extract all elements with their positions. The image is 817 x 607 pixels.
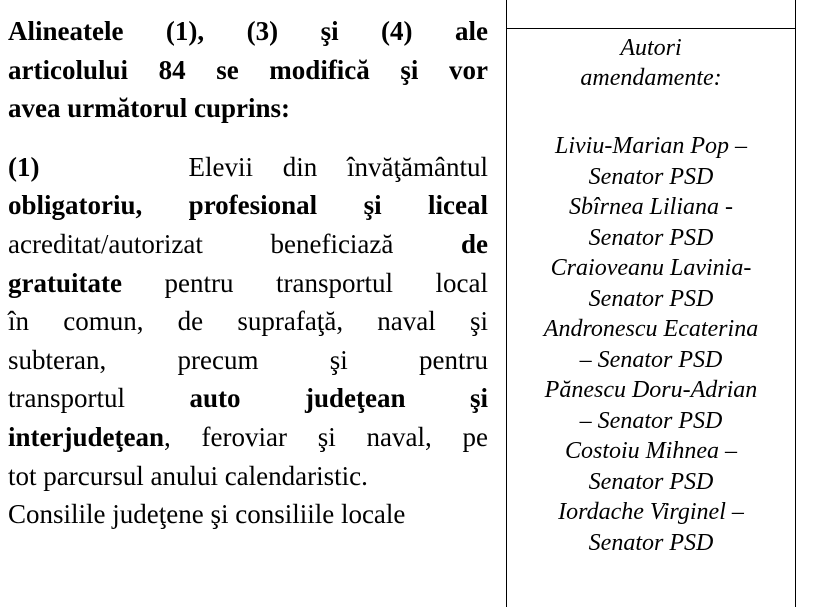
para-line-4: gratuitate pentru transportul local xyxy=(8,267,488,298)
para-line-10: Consilile judeţene şi consiliile locale xyxy=(8,499,406,530)
heading-line-1: Alineatele (1), (3) şi (4) ale xyxy=(8,16,488,46)
author-line: Iordache Virginel – xyxy=(558,499,744,525)
paragraph-number: (1) xyxy=(8,151,40,182)
para-line-6: subteran, precum şi pentru xyxy=(8,344,488,375)
authors-title-line-2: amendamente: xyxy=(580,65,722,91)
author-line: Senator PSD xyxy=(588,224,714,251)
author-line: Senator PSD xyxy=(588,163,714,190)
amendment-text-column xyxy=(8,0,488,534)
para-line-9: tot parcursul anului calendaristic. xyxy=(8,460,368,491)
author-line: Senator PSD xyxy=(588,468,714,495)
para-line-3: acreditat/autorizat beneficiază de xyxy=(8,228,488,259)
amendment-heading xyxy=(8,0,488,128)
para-line-1: (1) Elevii din învăţământul xyxy=(8,151,488,182)
author-line: – Senator PSD xyxy=(579,346,723,373)
authors-column xyxy=(506,0,796,607)
authors-title-line-1: Autori xyxy=(620,35,682,61)
author-line: – Senator PSD xyxy=(579,407,723,434)
author-line: Costoiu Mihnea – xyxy=(565,438,737,464)
authors-title xyxy=(507,33,795,93)
para-line-8: interjudeţean, feroviar şi naval, pe xyxy=(8,421,488,452)
author-line: Liviu-Marian Pop – xyxy=(555,133,747,159)
heading-line-3: avea următorul cuprins: xyxy=(8,93,290,124)
author-line: Senator PSD xyxy=(588,285,714,312)
empty-top-cell xyxy=(507,0,795,29)
author-line: Craioveanu Lavinia- xyxy=(550,255,752,281)
para-line-2: obligatoriu, profesional şi liceal xyxy=(8,190,488,221)
author-line: Andronescu Ecaterina xyxy=(543,316,759,342)
authors-list xyxy=(507,131,795,558)
heading-line-2: articolului 84 se modifică şi vor xyxy=(8,54,488,85)
paragraph-1 xyxy=(8,128,488,534)
para-line-7: transportul auto judeţean şi xyxy=(8,383,488,414)
para-line-5: în comun, de suprafaţă, naval şi xyxy=(8,306,488,337)
author-line: Sbîrnea Liliana - xyxy=(568,194,733,220)
author-line: Pănescu Doru-Adrian xyxy=(544,377,758,403)
author-line: Senator PSD xyxy=(588,529,714,556)
